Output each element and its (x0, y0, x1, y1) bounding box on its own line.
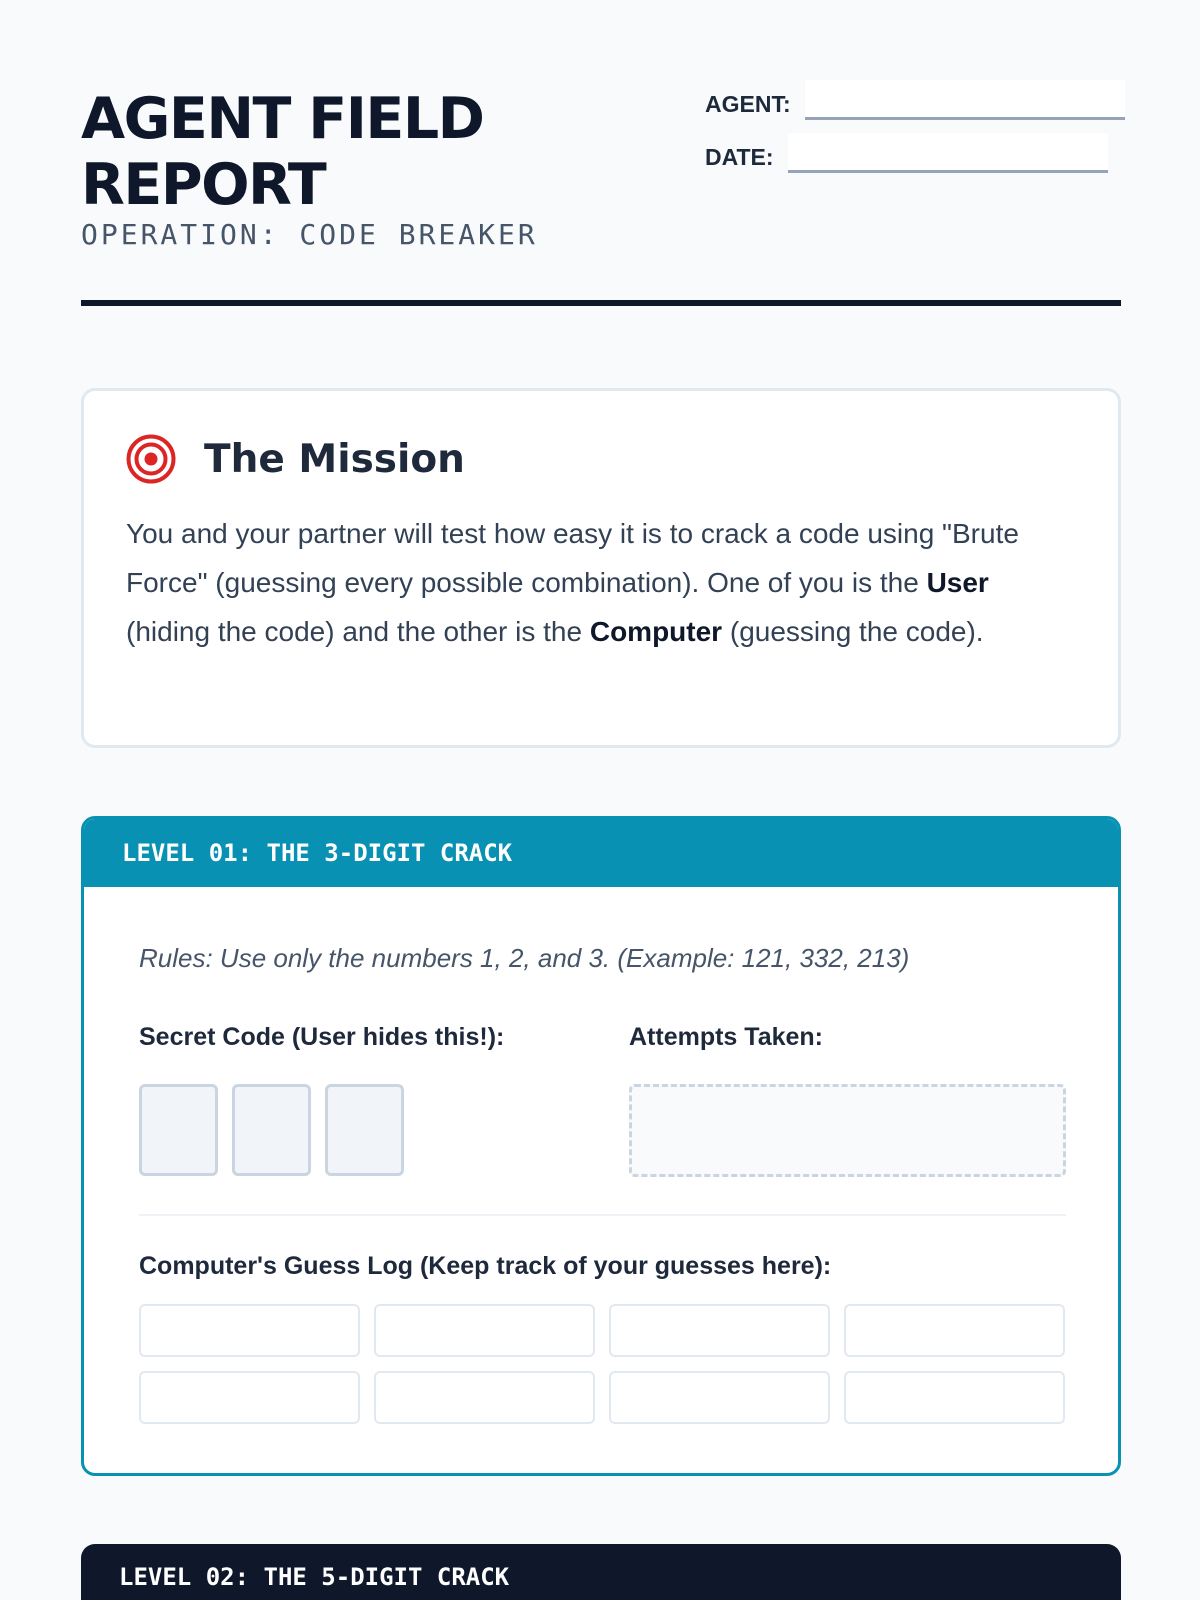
mission-text-part2: (hiding the code) and the other is the (126, 616, 590, 647)
date-row (705, 133, 1119, 173)
mission-card (81, 388, 1121, 748)
secret-digit-3[interactable] (325, 1084, 404, 1176)
agent-row (705, 80, 1119, 120)
mission-description (126, 509, 1076, 656)
level-01-rules: Rules: Use only the numbers 1, 2, and 3. (Example: 121, 332, 213) (139, 943, 910, 973)
level-02-card (81, 1544, 1121, 1600)
level-02-title: LEVEL 02: THE 5-DIGIT CRACK (119, 1563, 510, 1591)
attempts-label: Attempts Taken: (629, 1023, 824, 1051)
guess-log-grid (139, 1304, 1066, 1424)
mission-text-part1: You and your partner will test how easy it is to crack a code using "Brute Force" (guessing every possible combination). One of you is the (126, 518, 1019, 598)
guess-cell[interactable] (609, 1304, 830, 1357)
computer-role: Computer (589, 616, 723, 647)
guess-log-label: Computer's Guess Log (Keep track of your guesses here): (139, 1252, 832, 1280)
guess-cell[interactable] (609, 1371, 830, 1424)
agent-name-field[interactable] (805, 80, 1125, 120)
guess-cell[interactable] (844, 1371, 1065, 1424)
guess-cell[interactable] (374, 1304, 595, 1357)
page-title: AGENT FIELD REPORT (81, 86, 484, 218)
date-label: DATE: (705, 144, 774, 170)
agent-fields (705, 80, 1119, 186)
level-01-title: LEVEL 01: THE 3-DIGIT CRACK (84, 819, 1118, 887)
page-subtitle: OPERATION: CODE BREAKER (81, 218, 538, 251)
guess-cell[interactable] (139, 1371, 360, 1424)
attempts-field[interactable] (629, 1084, 1066, 1177)
mission-title: The Mission (204, 436, 465, 482)
agent-label: AGENT: (705, 91, 791, 117)
level-01-card (81, 816, 1121, 1476)
target-icon (126, 434, 176, 484)
report-header (81, 0, 1119, 306)
user-role: User (926, 567, 989, 598)
guess-cell[interactable] (139, 1304, 360, 1357)
header-divider (81, 300, 1121, 306)
mission-header (126, 431, 1076, 487)
date-field[interactable] (788, 133, 1108, 173)
secret-code-label: Secret Code (User hides this!): (139, 1023, 505, 1051)
section-divider (139, 1214, 1066, 1216)
guess-cell[interactable] (844, 1304, 1065, 1357)
mission-text-part3: (guessing the code). (722, 616, 984, 647)
secret-digit-2[interactable] (232, 1084, 311, 1176)
guess-cell[interactable] (374, 1371, 595, 1424)
secret-digit-1[interactable] (139, 1084, 218, 1176)
